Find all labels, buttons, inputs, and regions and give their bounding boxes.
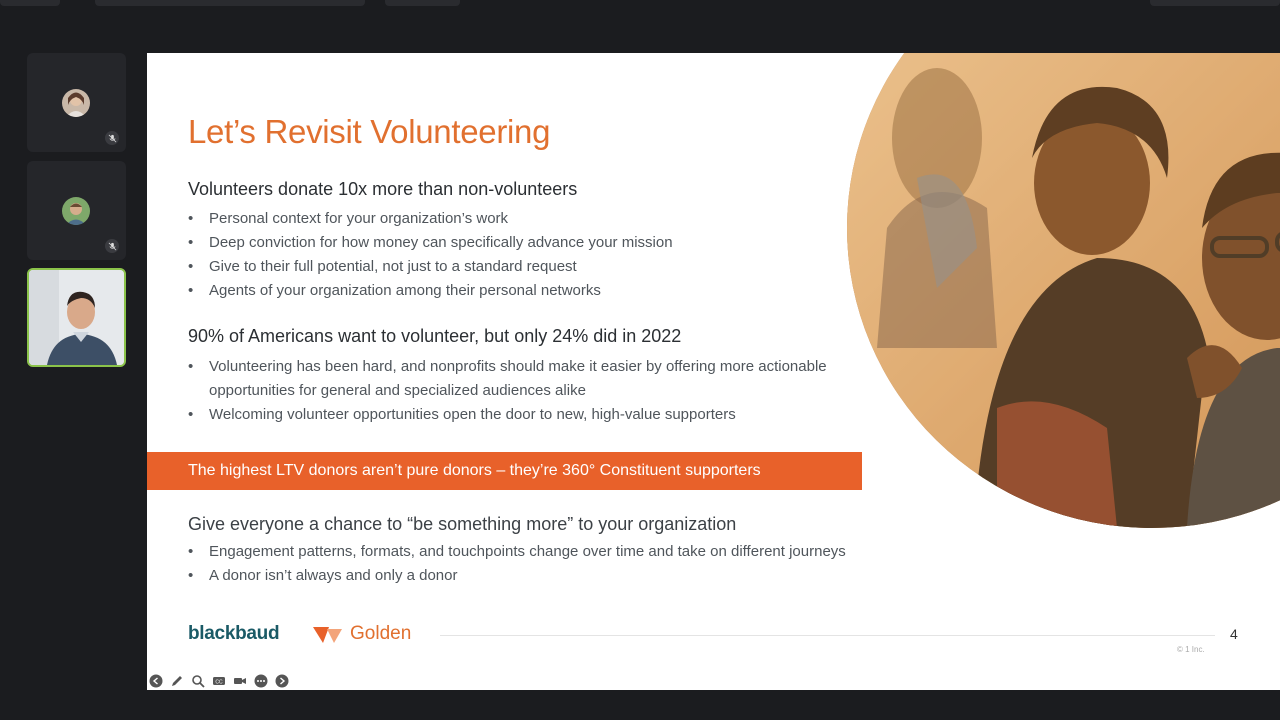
list-item: • Deep conviction for how money can specifically advance your mission [188,231,868,255]
page-number: 4 [1230,626,1238,642]
captions-icon[interactable] [211,674,226,689]
section-heading-3: Give everyone a chance to “be something more” to your organization [188,514,737,534]
golden-logo-text: Golden [350,623,412,644]
pen-icon[interactable] [169,674,184,689]
section-heading-1: Volunteers donate 10x more than non-volunteers [188,179,578,199]
more-icon[interactable] [253,674,268,689]
bullet-list-3 [188,540,908,588]
back-icon[interactable] [148,674,163,689]
blackbaud-logo: blackbaud [188,623,280,644]
copyright-text: © 1 Inc. [1177,645,1205,654]
slide-title: Let’s Revisit Volunteering [188,113,551,150]
muted-mic-icon [105,131,119,145]
camera-icon[interactable] [232,674,247,689]
list-item: • A donor isn’t always and only a donor [188,564,908,588]
forward-icon[interactable] [274,674,289,689]
list-item: • Engagement patterns, formats, and touchpoints change over time and take on different journeys [188,540,908,564]
participant-tile-3-video[interactable] [27,268,126,367]
presentation-slide [147,53,1280,690]
highlight-banner: The highest LTV donors aren’t pure donors – they’re 360° Constituent supporters [147,452,862,490]
volunteers-photo [847,53,1280,528]
slide-toolbar [148,673,289,689]
svg-text:CC: CC [214,679,223,686]
participant-video [29,270,124,365]
top-bar [0,0,1280,10]
participant-tile-1[interactable] [27,53,126,152]
golden-logo-icon [313,624,343,644]
list-item: • Agents of your organization among their personal networks [188,279,868,303]
section-heading-2: 90% of Americans want to volunteer, but only 24% did in 2022 [188,326,682,346]
muted-mic-icon [105,239,119,253]
bullet-list-2 [188,355,868,427]
avatar [62,197,90,225]
list-item: • Volunteering has been hard, and nonprofits should make it easier by offering more actionable opportunities for general and specialized audiences alike [188,355,868,403]
zoom-icon[interactable] [190,674,205,689]
avatar [62,89,90,117]
list-item: • Give to their full potential, not just to a standard request [188,255,868,279]
bullet-list-1 [188,207,868,303]
footer-divider [440,635,1215,636]
list-item: • Personal context for your organization’s work [188,207,868,231]
participant-tile-2[interactable] [27,161,126,260]
list-item: • Welcoming volunteer opportunities open the door to new, high-value supporters [188,403,868,427]
